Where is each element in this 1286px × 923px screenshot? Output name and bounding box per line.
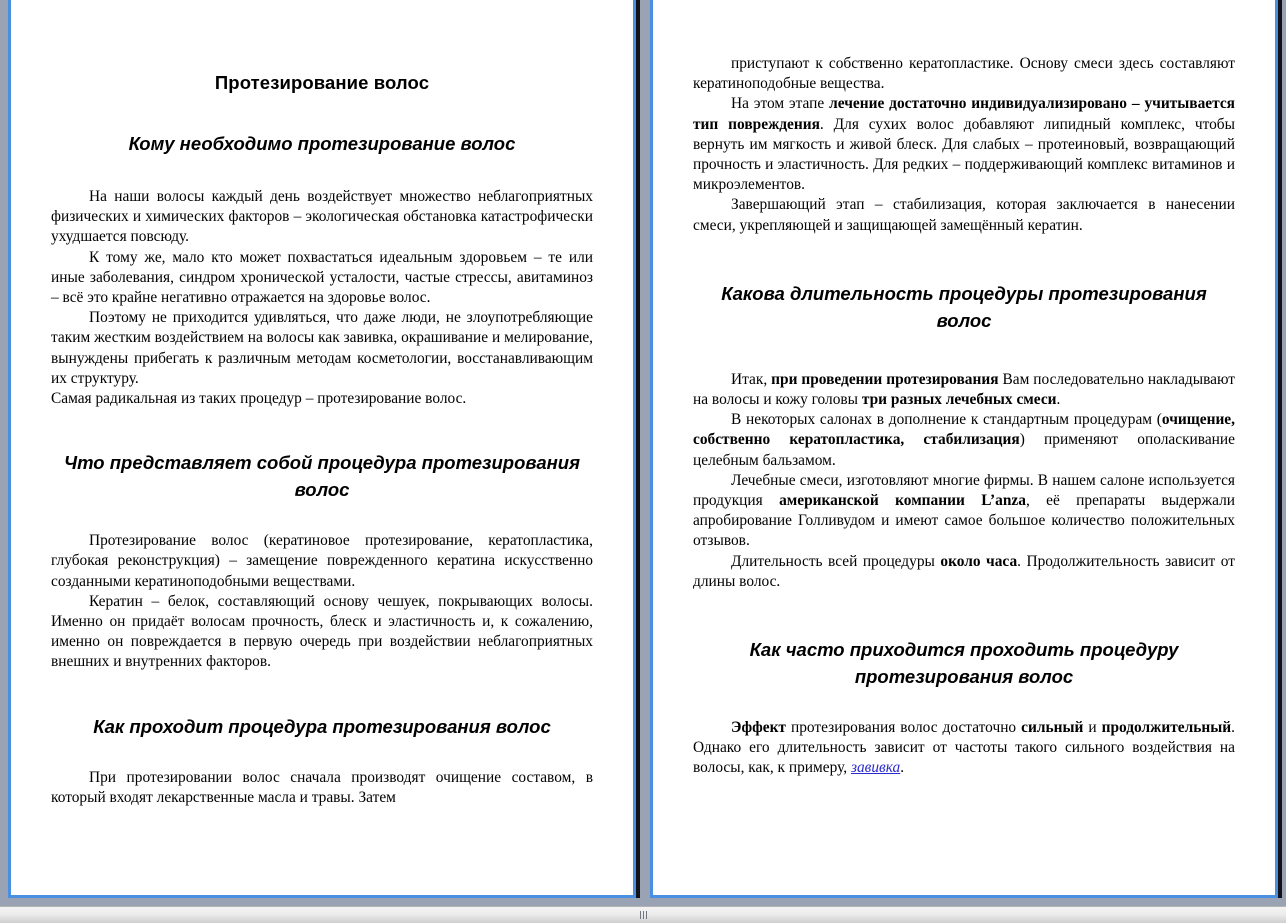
body-text: ) применяют ополаскивание целебным бальзамом. <box>693 431 1235 469</box>
horizontal-scrollbar[interactable] <box>0 906 1286 923</box>
spacer <box>51 740 593 768</box>
spacer <box>693 334 1235 370</box>
spacer <box>693 690 1235 718</box>
paragraph-cleaning-step: При протезировании волос сначала производят очищение составом, в который входят лекарственные масла и травы. Затем <box>51 768 593 806</box>
body-text: В некоторых салонах в дополнение к стандартным процедурам ( <box>731 411 1162 429</box>
body-text: Вам последовательно накладывают на волосы и кожу головы <box>693 370 1235 409</box>
paragraph-cosmetology-methods: Поэтому не приходится удивляться, что даже люди, не злоупотребляющие таким жестким воздействием на волосы как завивка, окрашивание и мелирование, вынуждены прибегать к различным методам косметологии, восстанавливающим их структуру. <box>51 309 593 387</box>
spacer <box>51 157 593 187</box>
paragraph-three-mixtures <box>693 370 1235 410</box>
section-heading-who-needs: Кому необходимо протезирование волос <box>128 133 516 154</box>
paragraph-keratoplasty-base: приступают к собственно кератопластике. Основу смеси здесь составляют кератиноподобные вещества. <box>693 55 1235 93</box>
emphasis-text: три разных лечебных смеси <box>861 391 1057 409</box>
emphasis-text: американской компании L’anza <box>779 492 1026 510</box>
spacer <box>693 236 1235 280</box>
emphasis-text: продолжительный <box>1101 719 1232 737</box>
page-1-content <box>11 0 633 895</box>
page-2-shadow <box>1278 0 1282 898</box>
body-text: Длительность всей процедуры <box>731 552 941 570</box>
emphasis-text: около часа <box>940 552 1018 570</box>
page-2-content <box>653 0 1275 895</box>
spacer <box>51 673 593 713</box>
grip-icon <box>640 911 647 919</box>
spacer <box>51 503 593 531</box>
document-page-2[interactable] <box>650 0 1278 898</box>
paragraph-total-duration <box>693 552 1235 592</box>
section-heading-duration: Какова длительность процедуры протезирования волос <box>721 282 1207 331</box>
horizontal-scrollbar-thumb[interactable] <box>0 907 1286 923</box>
body-text: , её препараты выдержали апробирование Голливудом и имеют самое большое количество положительных отзывов. <box>693 492 1235 550</box>
emphasis-text: лечение достаточно индивидуализировано – учитывается тип повреждения <box>693 95 1236 133</box>
emphasis-text: сильный <box>1021 719 1084 737</box>
body-text: протезирования волос достаточно <box>786 719 1022 737</box>
paragraph-stabilization-step: Завершающий этап – стабилизация, которая заключается в нанесении смеси, укрепляющей и защищающей замещённый кератин. <box>693 196 1235 234</box>
body-text: . Для сухих волос добавляют липидный комплекс, чтобы вернуть им мягкость и живой блеск. Для слабых – протеиновый, возвращающий прочность и эластичность. Для редких – поддерживающий комплекс витаминов и микроэлементов. <box>693 115 1235 194</box>
body-text: . Однако его длительность зависит от частоты такого сильного воздействия на волосы, как, к примеру, <box>693 719 1235 777</box>
section-heading-how-often: Как часто приходится проходить процедуру протезирования волос <box>749 639 1179 688</box>
paragraph-keratin: Кератин – белок, составляющий основу чешуек, покрывающих волосы. Именно он придаёт волосам прочность, блеск и эластичность и, к сожалению, именно он повреждается в первую очередь при воздействии неблагоприятных внешних и внутренних факторов. <box>51 592 593 671</box>
paragraph-salon-extras <box>693 410 1235 471</box>
spacer <box>693 0 1235 54</box>
section-heading-what-is-procedure: Что представляет собой процедура протезирования волос <box>63 452 580 501</box>
body-text: Лечебные смеси, изготовляют многие фирмы. В нашем салоне используется продукция <box>693 471 1235 510</box>
page-title: Протезирование волос <box>214 72 430 93</box>
spacer <box>51 409 593 449</box>
page-1-shadow <box>636 0 640 898</box>
paragraph-daily-factors: На наши волосы каждый день воздействует множество неблагоприятных физических и химических факторов – экологическая обстановка катастрофически ухудшается повсюду. <box>51 188 593 246</box>
paragraph-health-issues: К тому же, мало кто может похвастаться идеальным здоровьем – те или иные заболевания, синдром хронической усталости, частые стрессы, авитаминоз – всё это крайне негативно отражается на здоровье волос. <box>51 248 593 307</box>
spacer <box>51 94 593 130</box>
paragraph-lanza-products <box>693 471 1235 552</box>
paragraph-definition: Протезирование волос (кератиновое протезирование, кератопластика, глубокая реконструкция) – замещение поврежденного кератина искусственно созданными кератиноподобными веществами. <box>51 532 593 590</box>
emphasis-text: Эффект <box>731 719 786 737</box>
body-text: На этом этапе <box>731 95 830 113</box>
paragraph-most-radical: Самая радикальная из таких процедур – протезирование волос. <box>51 390 467 408</box>
emphasis-text: очищение, собственно кератопластика, стабилизация <box>693 411 1235 449</box>
inline-hyperlink[interactable]: завивка <box>850 759 901 777</box>
section-heading-how-procedure-goes: Как проходит процедура протезирования волос <box>93 715 551 737</box>
document-page-1[interactable] <box>8 0 636 898</box>
body-text: . Продолжительность зависит от длины волос. <box>693 552 1235 590</box>
emphasis-text: при проведении протезирования <box>771 370 999 388</box>
body-text: . <box>900 759 905 777</box>
body-text: . <box>1056 391 1061 409</box>
body-text: и <box>1083 719 1102 737</box>
body-text: Итак, <box>731 370 772 388</box>
spacer <box>693 592 1235 636</box>
paragraph-individualized-treatment <box>693 94 1235 195</box>
paragraph-effect-duration <box>693 718 1235 779</box>
